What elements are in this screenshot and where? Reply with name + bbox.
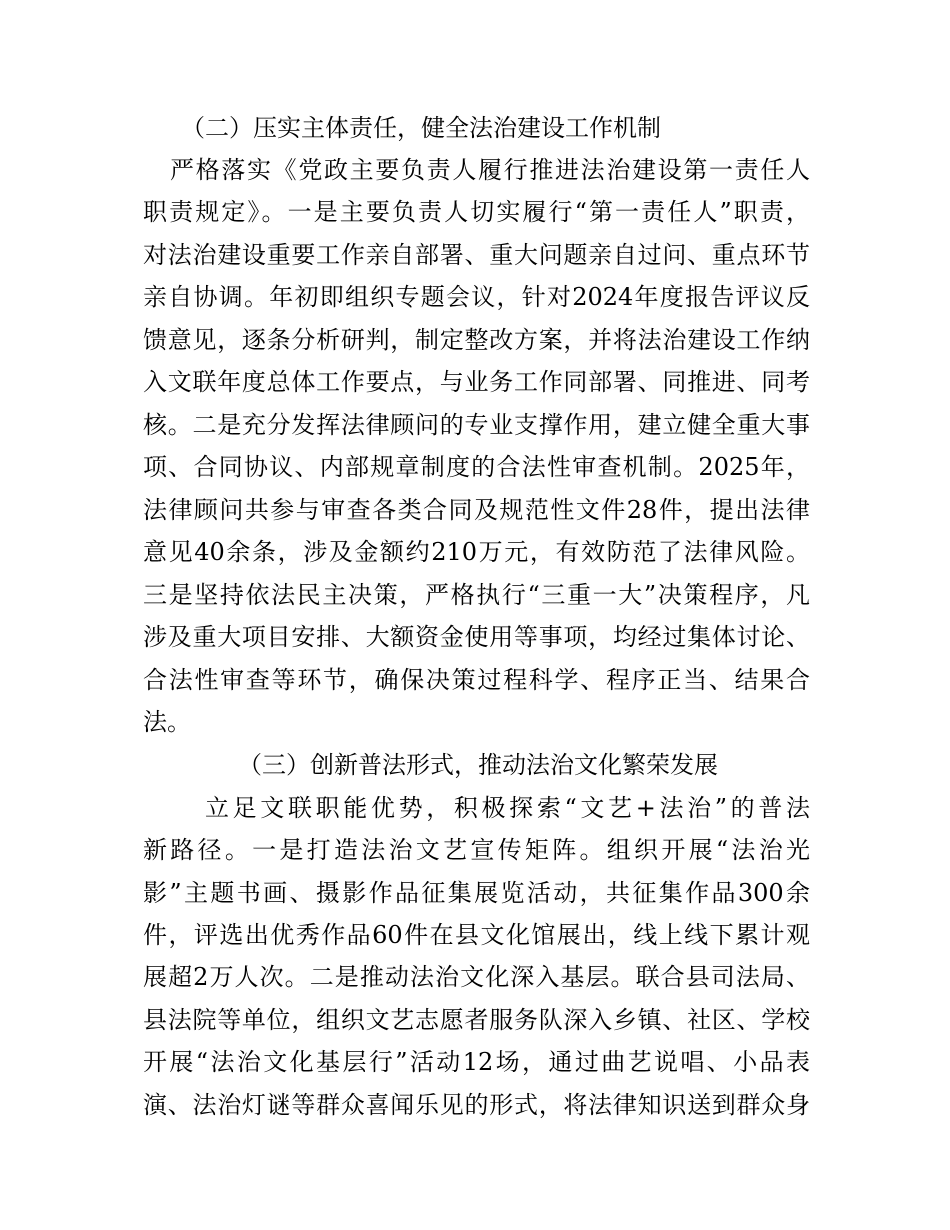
paragraph-line: 演、法治灯谜等群众喜闻乐见的形式，将法律知识送到群众身 bbox=[143, 1091, 810, 1119]
paragraph-line: 三是坚持依法民主决策，严格执行“三重一大”决策程序，凡 bbox=[143, 581, 810, 609]
section-heading: （二）压实主体责任，健全法治建设工作机制 bbox=[181, 114, 661, 142]
paragraph-line: 影”主题书画、摄影作品征集展览活动，共征集作品300余 bbox=[143, 879, 810, 907]
section-heading: （三）创新普法形式，推动法治文化繁荣发展 bbox=[238, 751, 718, 779]
paragraph-line: 涉及重大项目安排、大额资金使用等事项，均经过集体讨论、 bbox=[143, 623, 810, 651]
paragraph-line: 亲自协调。年初即组织专题会议，针对2024年度报告评议反 bbox=[143, 283, 810, 311]
paragraph-line: 馈意见，逐条分析研判，制定整改方案，并将法治建设工作纳 bbox=[143, 326, 810, 354]
paragraph-line: 意见40余条，涉及金额约210万元，有效防范了法律风险。 bbox=[143, 538, 810, 566]
paragraph-line: 立足文联职能优势，积极探索“文艺+法治”的普法 bbox=[205, 794, 810, 822]
paragraph-line: 件，评选出优秀作品60件在县文化馆展出，线上线下累计观 bbox=[143, 921, 810, 949]
paragraph-line: 严格落实《党政主要负责人履行推进法治建设第一责任人 bbox=[170, 156, 810, 184]
paragraph-line: 法。 bbox=[143, 708, 191, 736]
paragraph-line: 开展“法治文化基层行”活动12场，通过曲艺说唱、小品表 bbox=[143, 1048, 810, 1076]
paragraph-line: 入文联年度总体工作要点，与业务工作同部署、同推进、同考 bbox=[143, 368, 810, 396]
paragraph-line: 项、合同协议、内部规章制度的合法性审查机制。2025年， bbox=[143, 453, 810, 481]
paragraph-line: 新路径。一是打造法治文艺宣传矩阵。组织开展“法治光 bbox=[143, 836, 810, 864]
paragraph-line: 合法性审查等环节，确保决策过程科学、程序正当、结果合 bbox=[143, 666, 810, 694]
paragraph-line: 对法治建设重要工作亲自部署、重大问题亲自过问、重点环节 bbox=[143, 241, 810, 269]
paragraph-line: 县法院等单位，组织文艺志愿者服务队深入乡镇、社区、学校 bbox=[143, 1006, 810, 1034]
paragraph-line: 核。二是充分发挥法律顾问的专业支撑作用，建立健全重大事 bbox=[143, 411, 810, 439]
paragraph-line: 展超2万人次。二是推动法治文化深入基层。联合县司法局、 bbox=[143, 963, 810, 991]
paragraph-line: 职责规定》。一是主要负责人切实履行“第一责任人”职责， bbox=[143, 198, 810, 226]
paragraph-line: 法律顾问共参与审查各类合同及规范性文件28件，提出法律 bbox=[143, 496, 810, 524]
